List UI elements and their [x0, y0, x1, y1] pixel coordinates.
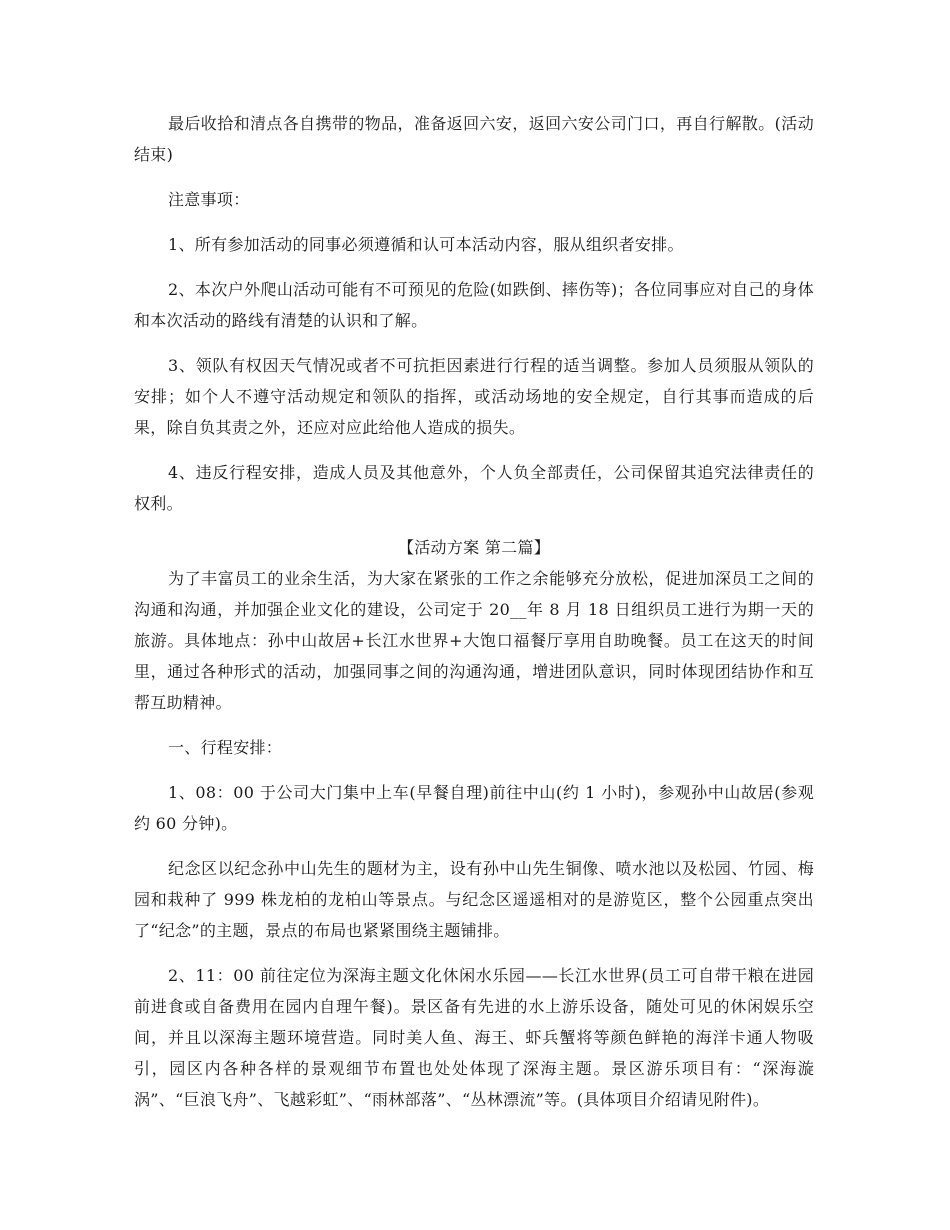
- paragraph-notes-title: 注意事项：: [168, 190, 250, 209]
- paragraph-itinerary-title: 一、行程安排：: [168, 738, 283, 757]
- paragraph-itinerary-1: 1、08：00 于公司大门集中上车(早餐自理)前往中山(约 1 小时)，参观孙中山故居(参观约 60 分钟)。: [134, 783, 814, 833]
- paragraph-note-2: 2、本次户外爬山活动可能有不可预见的危险(如跌倒、摔伤等)；各位同事应对自己的身体和本次活动的路线有清楚的认识和了解。: [134, 280, 814, 330]
- section-heading: 【活动方案 第二篇】: [397, 538, 551, 557]
- paragraph-note-1: 1、所有参加活动的同事必须遵循和认可本活动内容，服从组织者安排。: [168, 235, 684, 254]
- paragraph-memorial-desc: 纪念区以纪念孙中山先生的题材为主，设有孙中山先生铜像、喷水池以及松园、竹园、梅园和栽种了 999 株龙柏的龙柏山等景点。与纪念区遥遥相对的是游览区，整个公园重点突出了“纪念”的主题，景点的布局也紧紧围绕主题铺排。: [134, 859, 814, 940]
- paragraph-itinerary-2: 2、11：00 前往定位为深海主题文化休闲水乐园——长江水世界(员工可自带干粮在进园前进食或自备费用在园内自理午餐)。景区备有先进的水上游乐设备，随处可见的休闲娱乐空间，并且以深海主题环境营造。同时美人鱼、海王、虾兵蟹将等颜色鲜艳的海洋卡通人物吸引，园区内各种各样的景观细节布置也处处体现了深海主题。景区游乐项目有：“深海漩涡”、“巨浪飞舟”、飞越彩虹”、“雨林部落”、“丛林漂流”等。(具体项目介绍请见附件)。: [134, 966, 814, 1109]
- document-page: [134, 108, 814, 1129]
- paragraph-intro: 为了丰富员工的业余生活，为大家在紧张的工作之余能够充分放松，促进加深员工之间的沟通和沟通，并加强企业文化的建设，公司定于 20__年 8 月 18 日组织员工进行为期一天的旅游。具体地点：孙中山故居+长江水世界+大饱口福餐厅享用自助晚餐。员工在这天的时间里，通过各种形式的活动，加强同事之间的沟通沟通，增进团队意识，同时体现团结协作和互帮互助精神。: [134, 569, 814, 712]
- paragraph-closing: 最后收拾和清点各自携带的物品，准备返回六安，返回六安公司门口，再自行解散。(活动结束): [134, 114, 814, 164]
- paragraph-note-3: 3、领队有权因天气情况或者不可抗拒因素进行行程的适当调整。参加人员须服从领队的安排；如个人不遵守活动规定和领队的指挥，或活动场地的安全规定，自行其事而造成的后果，除自负其责之外，还应对应此给他人造成的损失。: [134, 356, 814, 437]
- paragraph-note-4: 4、违反行程安排，造成人员及其他意外，个人负全部责任，公司保留其追究法律责任的权利。: [134, 463, 814, 513]
